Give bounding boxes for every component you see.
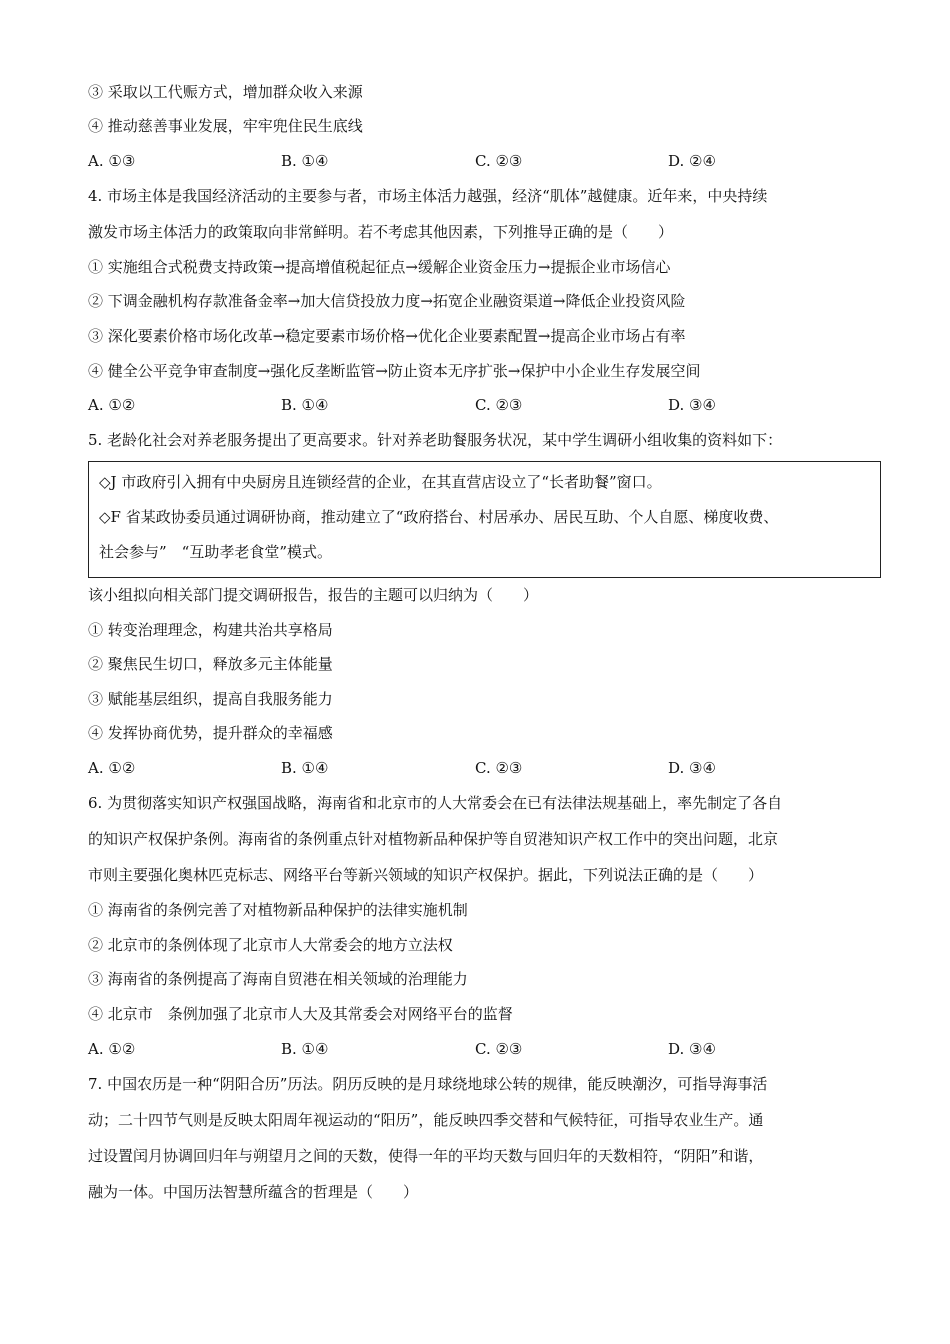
q6-statement-1: ① 海南省的条例完善了对植物新品种保护的法律实施机制 [88,901,468,919]
q6-option-c: C. ②③ [475,1040,523,1058]
q6-option-b: B. ①④ [281,1040,329,1058]
q3-option-c: C. ②③ [475,152,523,170]
q5-material-line-1: ◇J 市政府引入拥有中央厨房且连锁经营的企业，在其直营店设立了“长者助餐”窗口。 [99,473,662,491]
q6-statement-3: ③ 海南省的条例提高了海南自贸港在相关领域的治理能力 [88,970,468,988]
q5-material-box [88,461,881,578]
q7-stem-line-2: 动；二十四节气则是反映太阳周年视运动的“阳历”，能反映四季交替和气候特征，可指导农业生产。通 [88,1111,764,1129]
q5-statement-3: ③ 赋能基层组织，提高自我服务能力 [88,690,333,708]
q3-option-b: B. ①④ [281,152,329,170]
q4-options [88,395,868,415]
q4-stem-line-1: 4. 市场主体是我国经济活动的主要参与者，市场主体活力越强，经济“肌体”越健康。近年来，中央持续 [88,187,768,205]
q3-option-d: D. ②④ [668,152,716,170]
q7-stem-line-1: 7. 中国农历是一种“阴阳合历”历法。阴历反映的是月球绕地球公转的规律，能反映潮汐，可指导海事活 [88,1075,768,1093]
q6-stem-line-2: 的知识产权保护条例。海南省的条例重点针对植物新品种保护等自贸港知识产权工作中的突出问题，北京 [88,830,779,848]
q4-statement-1: ① 实施组合式税费支持政策→提高增值税起征点→缓解企业资金压力→提振企业市场信心 [88,258,671,276]
q4-option-d: D. ③④ [668,396,716,414]
q5-statement-4: ④ 发挥协商优势，提升群众的幸福感 [88,724,333,742]
q4-statement-4: ④ 健全公平竞争审查制度→强化反垄断监管→防止资本无序扩张→保护中小企业生存发展空间 [88,362,701,380]
q5-option-a: A. ①② [88,759,136,777]
q3-statement-4: ④ 推动慈善事业发展，牢牢兜住民生底线 [88,117,363,135]
q5-options [88,758,868,778]
q5-material-line-3: 社会参与” “互助孝老食堂”模式。 [99,543,333,561]
q6-option-a: A. ①② [88,1040,136,1058]
q6-stem-line-1: 6. 为贯彻落实知识产权强国战略，海南省和北京市的人大常委会在已有法律法规基础上，率先制定了各自 [88,794,783,812]
q5-option-c: C. ②③ [475,759,523,777]
q4-stem-line-2: 激发市场主体活力的政策取向非常鲜明。若不考虑其他因素，下列推导正确的是（ ） [88,223,674,241]
q6-statement-2: ② 北京市的条例体现了北京市人大常委会的地方立法权 [88,936,453,954]
q4-statement-2: ② 下调金融机构存款准备金率→加大信贷投放力度→拓宽企业融资渠道→降低企业投资风险 [88,292,686,310]
q5-material-line-2: ◇F 省某政协委员通过调研协商，推动建立了“政府搭台、村居承办、居民互助、个人自愿、梯度收费、 [99,508,779,526]
q5-statement-2: ② 聚焦民生切口，释放多元主体能量 [88,655,333,673]
q5-stem: 5. 老龄化社会对养老服务提出了更高要求。针对养老助餐服务状况，某中学生调研小组收集的资料如下： [88,431,783,449]
q7-stem-line-3: 过设置闰月协调回归年与朔望月之间的天数，使得一年的平均天数与回归年的天数相符，“阴阳”和谐， [88,1147,764,1165]
q3-options [88,151,868,171]
q6-option-d: D. ③④ [668,1040,716,1058]
q4-option-a: A. ①② [88,396,136,414]
q3-option-a: A. ①③ [88,152,136,170]
q5-option-b: B. ①④ [281,759,329,777]
q6-stem-line-3: 市则主要强化奥林匹克标志、网络平台等新兴领域的知识产权保护。据此，下列说法正确的是（ ） [88,866,764,884]
q3-statement-3: ③ 采取以工代赈方式，增加群众收入来源 [88,83,363,101]
q4-option-b: B. ①④ [281,396,329,414]
q5-option-d: D. ③④ [668,759,716,777]
q6-statement-4: ④ 北京市 条例加强了北京市人大及其常委会对网络平台的监督 [88,1005,513,1023]
q4-statement-3: ③ 深化要素价格市场化改革→稳定要素市场价格→优化企业要素配置→提高企业市场占有率 [88,327,686,345]
q4-option-c: C. ②③ [475,396,523,414]
q7-stem-line-4: 融为一体。中国历法智慧所蕴含的哲理是（ ） [88,1183,419,1201]
q5-statement-1: ① 转变治理理念，构建共治共享格局 [88,621,333,639]
q5-question: 该小组拟向相关部门提交调研报告，报告的主题可以归纳为（ ） [88,586,539,604]
q6-options [88,1039,868,1059]
